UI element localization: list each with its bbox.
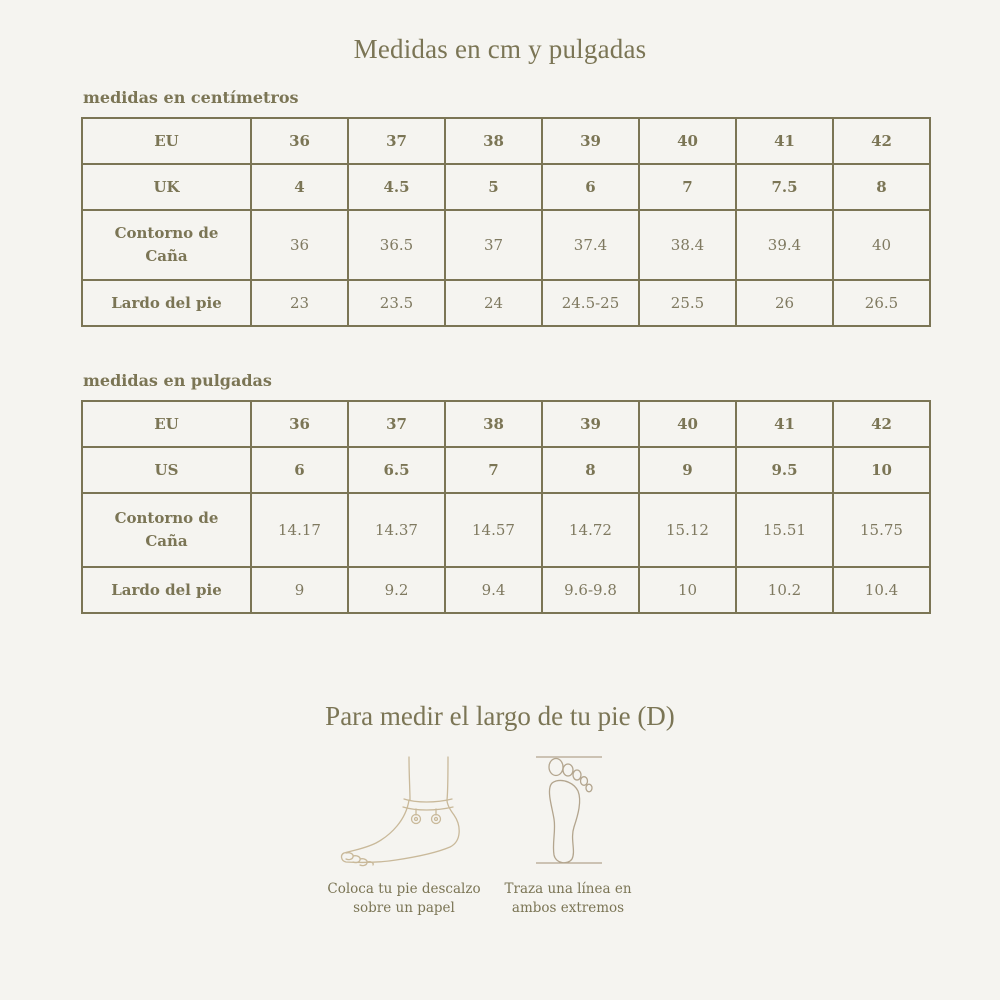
cell: 14.17 (251, 493, 348, 567)
cell: 10 (639, 567, 736, 613)
cell: 24 (445, 280, 542, 326)
cell: 9 (251, 567, 348, 613)
table-row-contorno (82, 493, 930, 567)
cell: 37 (348, 401, 445, 447)
cell: 15.75 (833, 493, 930, 567)
cell: 7 (639, 164, 736, 210)
cell: 23.5 (348, 280, 445, 326)
cell: 38 (445, 401, 542, 447)
foot-side-icon (336, 755, 466, 870)
row-header: UK (82, 164, 251, 210)
cell: 39 (542, 401, 639, 447)
cell: 26.5 (833, 280, 930, 326)
cell: 26 (736, 280, 833, 326)
inch-section-label: medidas en pulgadas (83, 371, 272, 390)
cell: 40 (833, 210, 930, 280)
row-header: Contorno de Caña (82, 210, 251, 280)
cell: 9.6-9.8 (542, 567, 639, 613)
step-2-caption-line1: Traza una línea en (504, 881, 632, 897)
cell: 41 (736, 118, 833, 164)
cell: 23 (251, 280, 348, 326)
cell: 39.4 (736, 210, 833, 280)
cell: 42 (833, 401, 930, 447)
table-row-largo (82, 567, 930, 613)
cell: 10.4 (833, 567, 930, 613)
cell: 37 (348, 118, 445, 164)
cell: 6 (251, 447, 348, 493)
inch-size-table (81, 400, 931, 614)
table-row-us (82, 447, 930, 493)
cell: 10 (833, 447, 930, 493)
cell: 24.5-25 (542, 280, 639, 326)
cell: 10.2 (736, 567, 833, 613)
cell: 37.4 (542, 210, 639, 280)
step-2-caption (488, 880, 648, 918)
cell: 36.5 (348, 210, 445, 280)
cell: 36 (251, 118, 348, 164)
cm-section-label: medidas en centímetros (83, 88, 299, 107)
page-title: Medidas en cm y pulgadas (353, 34, 647, 64)
row-header: EU (82, 401, 251, 447)
cm-size-table (81, 117, 931, 327)
cell: 15.51 (736, 493, 833, 567)
table-row-largo (82, 280, 930, 326)
cell: 36 (251, 210, 348, 280)
cell: 6.5 (348, 447, 445, 493)
cell: 14.57 (445, 493, 542, 567)
cell: 9.2 (348, 567, 445, 613)
step-1-caption-line2: sobre un papel (353, 900, 455, 916)
cell: 6 (542, 164, 639, 210)
cell: 8 (542, 447, 639, 493)
cell: 4 (251, 164, 348, 210)
cell: 7.5 (736, 164, 833, 210)
cell: 25.5 (639, 280, 736, 326)
cell: 41 (736, 401, 833, 447)
cell: 40 (639, 118, 736, 164)
cell: 38.4 (639, 210, 736, 280)
step-2-caption-line2: ambos extremos (511, 900, 625, 916)
cell: 36 (251, 401, 348, 447)
table-row-eu (82, 118, 930, 164)
table-row-eu (82, 401, 930, 447)
table-row-uk (82, 164, 930, 210)
table-row-contorno (82, 210, 930, 280)
cell: 4.5 (348, 164, 445, 210)
cell: 9.5 (736, 447, 833, 493)
cell: 14.37 (348, 493, 445, 567)
row-header: US (82, 447, 251, 493)
cell: 39 (542, 118, 639, 164)
step-1-caption (314, 880, 494, 918)
cell: 42 (833, 118, 930, 164)
measure-title: Para medir el largo de tu pie (D) (325, 701, 675, 731)
cell: 38 (445, 118, 542, 164)
cell: 9 (639, 447, 736, 493)
cell: 40 (639, 401, 736, 447)
cell: 7 (445, 447, 542, 493)
cell: 15.12 (639, 493, 736, 567)
footprint-icon (534, 755, 604, 865)
cell: 9.4 (445, 567, 542, 613)
row-header: Lardo del pie (82, 280, 251, 326)
step-1-caption-line1: Coloca tu pie descalzo (327, 881, 481, 897)
row-header: EU (82, 118, 251, 164)
cell: 8 (833, 164, 930, 210)
row-header: Contorno de Caña (82, 493, 251, 567)
cell: 14.72 (542, 493, 639, 567)
row-header: Lardo del pie (82, 567, 251, 613)
cell: 5 (445, 164, 542, 210)
cell: 37 (445, 210, 542, 280)
